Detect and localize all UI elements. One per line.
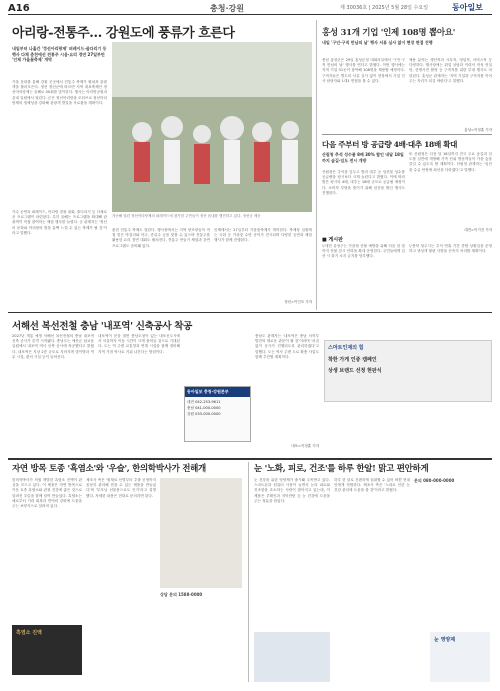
header-rule: [8, 14, 492, 15]
brand-box: [324, 340, 492, 402]
ad-box: [184, 386, 251, 442]
eye-product-box: [430, 632, 490, 682]
story6-photo: [254, 632, 330, 682]
ad-line: 충남 041-000-0000: [187, 406, 221, 410]
ad-title: 동아일보 충청·강원본부: [185, 387, 250, 397]
story1-lead: 내일부터 나흘간 '정선아리랑제' 퍼레이드·줄다리기 등 행사 다채 춘천에선 전통주 시음·요리 경연 27일부턴 '인제 가을꽃축제' 개막: [12, 46, 107, 63]
story2-body-col1: 충남 홍성군은 29일 홍성군청 대회의실에서 '구인·구직 만남의 날' 행사를 연다고 밝혔다. 이번 행사에는 지역 기업 31곳이 참여해 108명을 채용할 예정이다. 구직자들은 별도의 서류 심사 없이 현장에서 기업 인사 담당자와 1대1 면접을 볼 수 있다.: [322, 58, 405, 83]
ad-column-divider: [248, 462, 249, 682]
story2-lead: 내일 '구인·구직 만남의 날' 행사 서류 심사 없이 현장 면접 진행: [322, 40, 433, 45]
brand-title: 스마트인재의 힘: [328, 345, 364, 351]
story5-body-col2: 제조사 측은 '원재료 선별부터 추출 공정까지 꼼꼼히 관리해 믿을 수 있는 제품을 만들었다'며 '부모님 선물용으로도 인기'라고 설명했다. 자세한 내용은 전화로 문의하면 된다.: [86, 478, 156, 498]
story3-lead: 산림청 추석 성수품 8배 30% 할인 내달 18일까지 숲길·임도 전시 개방: [322, 152, 404, 163]
story3-body-col2: 또 산림청은 다음 달 18일까지 전국 주요 숲길과 임도를 일반에 개방해 가족 단위 방문객들이 가을 숲을 즐길 수 있도록 할 계획이다. 산림청 관계자는 '임산물 수급 안정에 최선을 다하겠다'고 말했다.: [409, 152, 492, 172]
story2-byline: 홍성=이정훈 기자: [464, 128, 492, 132]
story4-byline: 내포=이정훈 기자: [291, 444, 319, 448]
story1-photo: [112, 42, 312, 212]
story1-caption: 지난해 열린 정선아리랑제의 퍼레이드에 참가한 주민들이 정선 읍내를 행진하고 있다. 정선군 제공: [112, 214, 261, 218]
story5-headline: 자연 방목 토종 '흑염소'와 '우슬', 한의학박사가 전해개: [12, 464, 206, 474]
ad-line: 강원 033-000-0000: [187, 412, 221, 416]
newspaper-logo: 동아일보: [452, 2, 483, 12]
ad-line: 대전 042-253-9611: [187, 400, 221, 404]
story1-body-col1b: 가수 공연과 퍼레이드, 아리랑 경창 대회, 줄다리기 등 다채로운 프로그램이 마련된다. 특히 올해는 프로그램을 확대해 관광객이 직접 참여하는 체험 행사를 늘렸다. 군 관계자는 '정선의 문화와 아리랑의 멋을 흠뻑 느낄 수 있는 축제가 될 것'이라고 말했다.: [12, 210, 107, 235]
story1-byline: 정선=이인모 기자: [284, 300, 312, 304]
story1-body-col1: 가을 문화를 통해 강원 곳곳에서 전통주 축제가 펼쳐져 관광객을 불러모은다. 정선 정선군에 따르면 지역 대표축제인 정선아리랑제는 올해로 50회를 맞이한다. 행사는 아리랑공원과 읍내 일원에서 열린다. 군은 정선아리랑을 모티브로 정선아리랑제의 정체성을 강화해 관광객 발길을 사로잡을 계획이다.: [12, 80, 107, 105]
page-number: A16: [8, 3, 30, 14]
story1-body-col3: 인제에서는 27일부터 가을꽃축제가 개막한다. 축제장 일원에는 국화 등 가을꽃 수만 송이가 전시되며 다양한 공연과 체험 행사가 함께 진행된다.: [214, 228, 312, 243]
section-name: 충청·강원: [210, 4, 244, 13]
story4-body-col2: 내포역이 문을 열면 충남도청이 있는 내포신도시에서 서울까지 이동 시간이 크게 줄어들 것으로 기대된다. 도는 역 주변 교통망과 연계 시설을 함께 정비해 지역 거점 역사로 키워 나간다는 방침이다.: [98, 334, 180, 354]
issue-date: 제 30036호 | 2025년 5월 28일 수요일: [340, 5, 429, 11]
story1-headline: 아리랑-전통주… 강원도에 풍류가 흐른다: [12, 26, 235, 41]
story2-body-col2: 채용 분야는 생산직과 사무직, 영업직, 서비스직 등 다양하다. 행사장에는 취업 상담과 이력서 작성 컨설팅, 증명사진 촬영 등 구직자를 위한 부대 행사도 마련된다. 홍성군 관계자는 '지역 기업과 구직자를 이어 주는 자리가 되길 바란다'고 말했다.: [409, 58, 492, 83]
ad-section-rule: [8, 458, 492, 460]
notice-board-title: ■ 게시판: [322, 237, 343, 243]
product-label: 흑염소 진액: [16, 630, 42, 636]
eye-product-label: 눈 영양제: [434, 637, 456, 643]
parade-photo-illustration: [112, 42, 312, 212]
story6-headline: 눈 '노화, 피로, 건조'를 하루 한알! 맑고 편안하게: [254, 464, 429, 474]
story6-contact: 문의 080-000-0000: [414, 478, 455, 483]
story2-headline: 홍성 31개 기업 '인제 108명 뽑아요': [322, 28, 455, 38]
column-divider: [316, 20, 317, 310]
story3-body-col1: 산림청은 추석을 앞두고 밤과 대추 등 임산물 성수품 공급량을 평시보다 크게 늘린다고 밝혔다. 이에 따라 밤은 평시의 4배, 대추는 18배 규모로 공급될 예정이다. 소비자 부담을 줄이기 위해 임산물 할인 행사도 진행한다.: [322, 170, 405, 195]
notice-body-col1: ▽대전 유성구는 가을철 산불 예방을 위해 다음 달 말까지 산불 감시 인력을 확대 운영한다. 주민들에게 입산 시 화기 소지 금지를 당부했다.: [322, 244, 405, 259]
story6-body-col1: 눈 건강을 위한 영양제가 출시돼 주목받고 있다. 스마트폰과 컴퓨터 사용이 늘면서 눈의 피로와 건조함을 호소하는 사람이 많아지고 있는데, 이 제품은 루테인과 지아잔틴 등 눈 건강에 도움을 주는 성분을 담았다.: [254, 478, 330, 503]
brand-line1: 착한 가게 인증 캠페인: [328, 357, 377, 363]
notice-body-col2: ▽충북 청주시는 추석 연휴 기간 종합 상황실을 운영하고 귀성객 불편 사항을 신속히 처리할 계획이다.: [409, 244, 492, 254]
story5-body-col1: 한의학박사가 직접 개발한 흑염소 진액이 관심을 모으고 있다. 이 제품은 자연 방목으로 키운 토종 흑염소와 관절 건강에 좋은 것으로 알려진 우슬을 함께 달여 만들었다. 흑염소는 예로부터 기력 회복과 면역력 강화에 도움을 주는 보양식으로 알려져 있다.: [12, 478, 82, 509]
story6-body-col2: 하루 한 알로 간편하게 섭취할 수 있어 바쁜 현대인에게 적합하다. 제조사 측은 '노화로 인한 눈 건강 관리에 도움을 줄 것'이라고 밝혔다.: [334, 478, 410, 493]
story3-headline: 다음 주부터 방 공급량 4배·대추 18배 확대: [322, 140, 458, 149]
divider-rule: [322, 134, 492, 135]
section-rule: [8, 312, 492, 313]
brand-line2: 상생 브랜드 선정 현판식: [328, 368, 382, 374]
story3-byline: 대전=이기진 기자: [464, 228, 492, 232]
story4-body-col3: 충남도 관계자는 '내포역은 충남 서북부 발전의 새로운 관문이 될 것'이라며 '차질 없이 공사가 진행되도록 관리하겠다'고 말했다. 도는 역사 주변 도로 확충 사업도 함께 추진할 계획이다.: [255, 334, 319, 359]
product-box-dark: [12, 625, 82, 675]
story5-contact: 상담 문의 1588-0000: [160, 592, 203, 597]
story1-body-col2: 춘천 전통주 축제도 열린다. 행사장에서는 지역 양조장들이 직접 빚은 막걸리와 약주, 증류주 등을 맛볼 수 있으며 전통주를 활용한 요리 경연 대회도 펼쳐진다. 전통주 만들기 체험과 강연 프로그램도 준비돼 있다.: [112, 228, 210, 248]
story4-body-col1: 2027년 개통 예정 서해선 복선전철의 충남 내포역 신축 공사가 본격 시작됐다. 충남도는 예산군 삽교읍 일원에서 내포역 역사 신축 공사에 착공했다고 밝혔다. 내포역은 지상 2층 규모로 지어지며 맞이방과 역무 시설, 편의 시설 등이 들어선다.: [12, 334, 94, 359]
story5-photo: [160, 478, 242, 588]
story4-headline: 서해선 복선전철 충남 '내포역' 신축공사 착공: [12, 321, 193, 332]
